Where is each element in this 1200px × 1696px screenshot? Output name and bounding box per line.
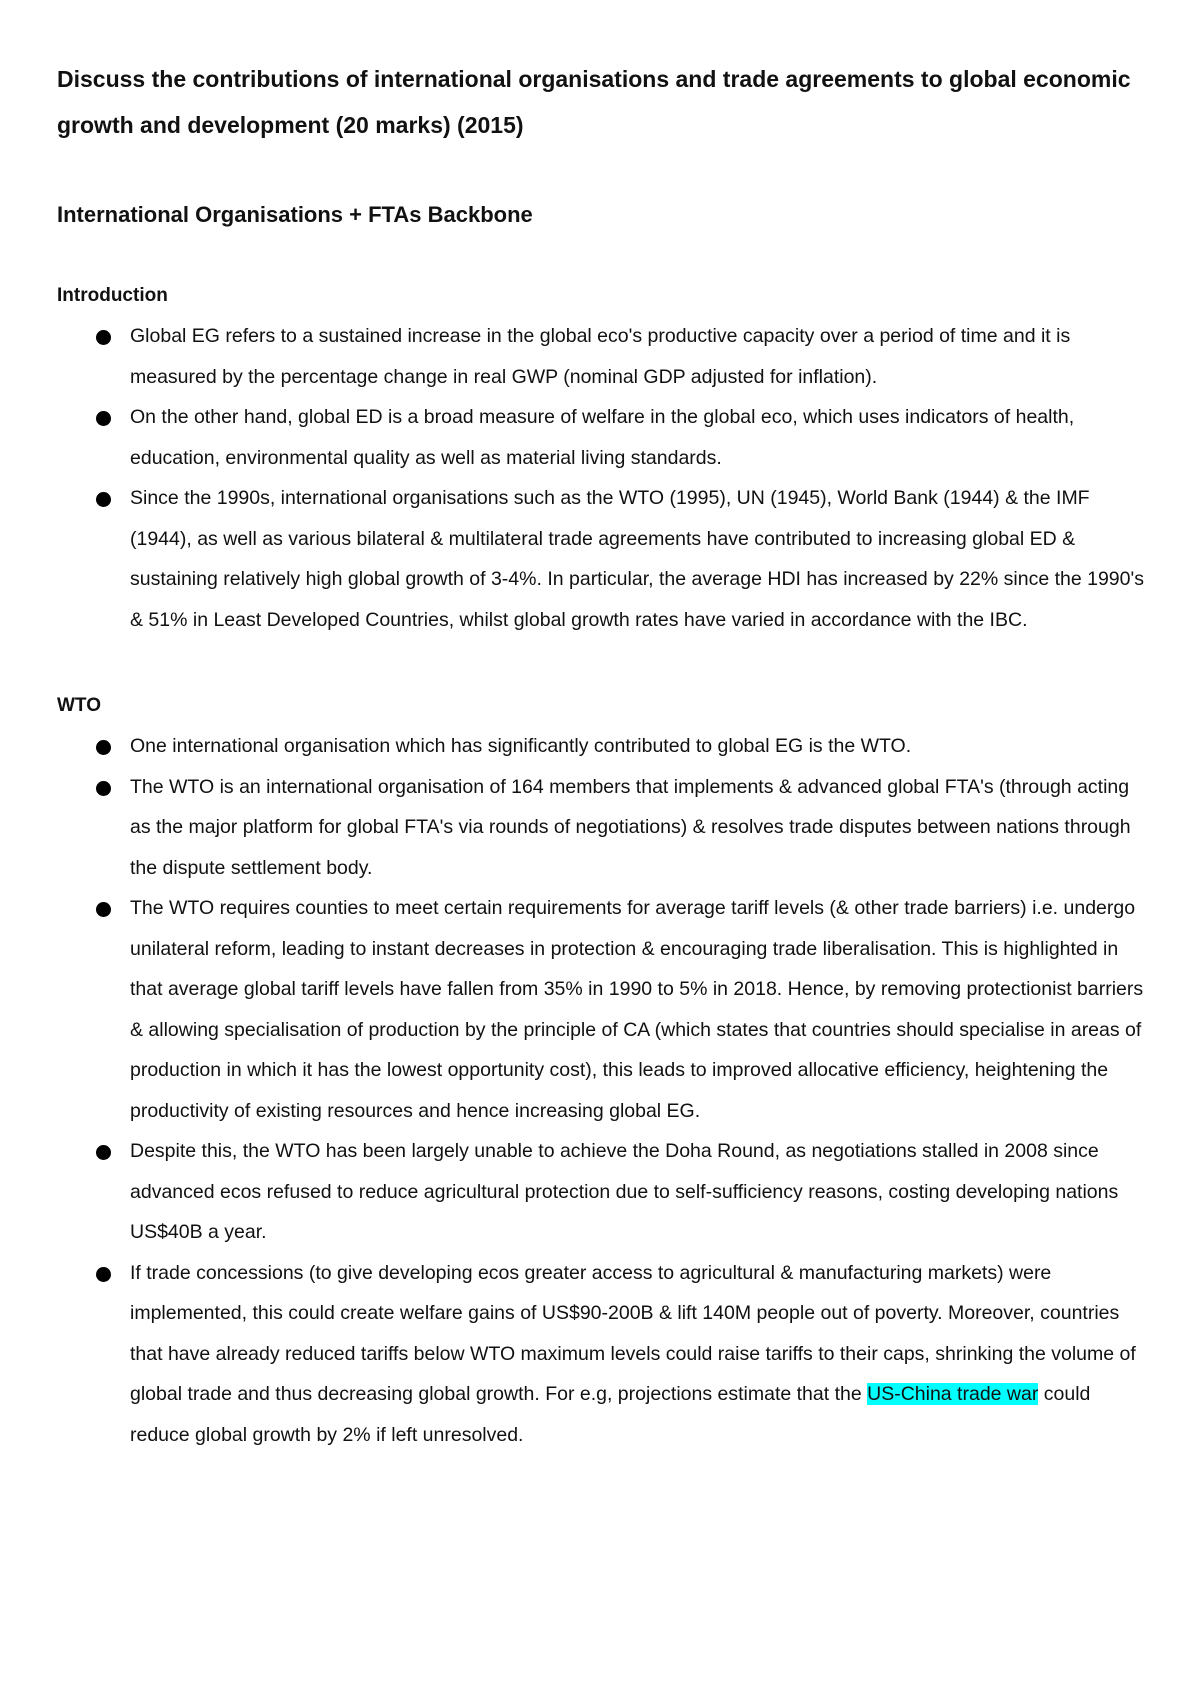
bullet-text: Since the 1990s, international organisations such as the WTO (1995), UN (1945), World Bank (1944) & the IMF (1944), as well as various bilateral & multilateral trade agreements have contributed to increasing global ED & sustaining relatively high global growth of 3-4%. In particular, the average HDI has increased by 22% since the 1990's & 51% in Least Developed Countries, whilst global growth rates have varied in accordance with the IBC. [130,487,1144,631]
bullet-icon [96,330,111,345]
bullet-text [130,1262,1136,1446]
bullet-icon [96,902,111,917]
bullet-text: The WTO requires counties to meet certain requirements for average tariff levels (& other trade barriers) i.e. undergo unilateral reform, leading to instant decreases in protection & encouraging trade liberalisation. This is highlighted in that average global tariff levels have fallen from 35% in 1990 to 5% in 2018. Hence, by removing protectionist barriers & allowing specialisation of production by the principle of CA (which states that countries should specialise in areas of production in which it has the lowest opportunity cost), this leads to improved allocative efficiency, heightening the productivity of existing resources and hence increasing global EG. [130,897,1144,1122]
wto-heading: WTO [57,695,101,716]
list-item [57,1131,1150,1253]
bullet-text: Global EG refers to a sustained increase in the global eco's productive capacity over a period of time and it is measured by the percentage change in real GWP (nominal GDP adjusted for inflation). [130,325,1071,388]
bullet-text: Despite this, the WTO has been largely unable to achieve the Doha Round, as negotiations stalled in 2008 since advanced ecos refused to reduce agricultural protection due to self-sufficiency reasons, costing developing nations US$40B a year. [130,1140,1119,1243]
introduction-heading: Introduction [57,285,168,306]
list-item [57,316,1150,397]
bullet-text-after: could reduce global growth by 2% if left unresolved. [130,1383,1091,1446]
highlighted-text: US-China trade war [867,1383,1039,1405]
list-item [57,478,1150,640]
wto-bullet-list [57,726,1150,1455]
bullet-icon [96,1267,111,1282]
document-subtitle: International Organisations + FTAs Backbone [57,202,533,227]
bullet-icon [96,740,111,755]
wto-section [57,692,1150,1455]
bullet-text: One international organisation which has significantly contributed to global EG is the WTO. [130,735,912,757]
introduction-bullet-list [57,316,1150,640]
list-item [57,726,1150,767]
bullet-text: On the other hand, global ED is a broad measure of welfare in the global eco, which uses indicators of health, education, environmental quality as well as material living standards. [130,406,1075,469]
list-item [57,888,1150,1131]
bullet-icon [96,781,111,796]
list-item [57,767,1150,889]
document-title: Discuss the contributions of international organisations and trade agreements to global economic growth and development (20 marks) (2015) [57,66,1131,138]
bullet-icon [96,411,111,426]
introduction-section [57,282,1150,640]
list-item [57,397,1150,478]
bullet-text: The WTO is an international organisation of 164 members that implements & advanced global FTA's (through acting as the major platform for global FTA's via rounds of negotiations) & resolves trade disputes between nations through the dispute settlement body. [130,775,1131,879]
bullet-text-before: If trade concessions (to give developing ecos greater access to agricultural & manufacturing markets) were implemented, this could create welfare gains of US$90-200B & lift 140M people out of poverty. Moreover, countries that have already reduced tariffs below WTO maximum levels could raise tariffs to their caps, shrinking the volume of global trade and thus decreasing global growth. For e.g, projections estimate that the [130,1261,1136,1405]
bullet-icon [96,492,111,507]
bullet-icon [96,1145,111,1160]
list-item [57,1253,1150,1456]
